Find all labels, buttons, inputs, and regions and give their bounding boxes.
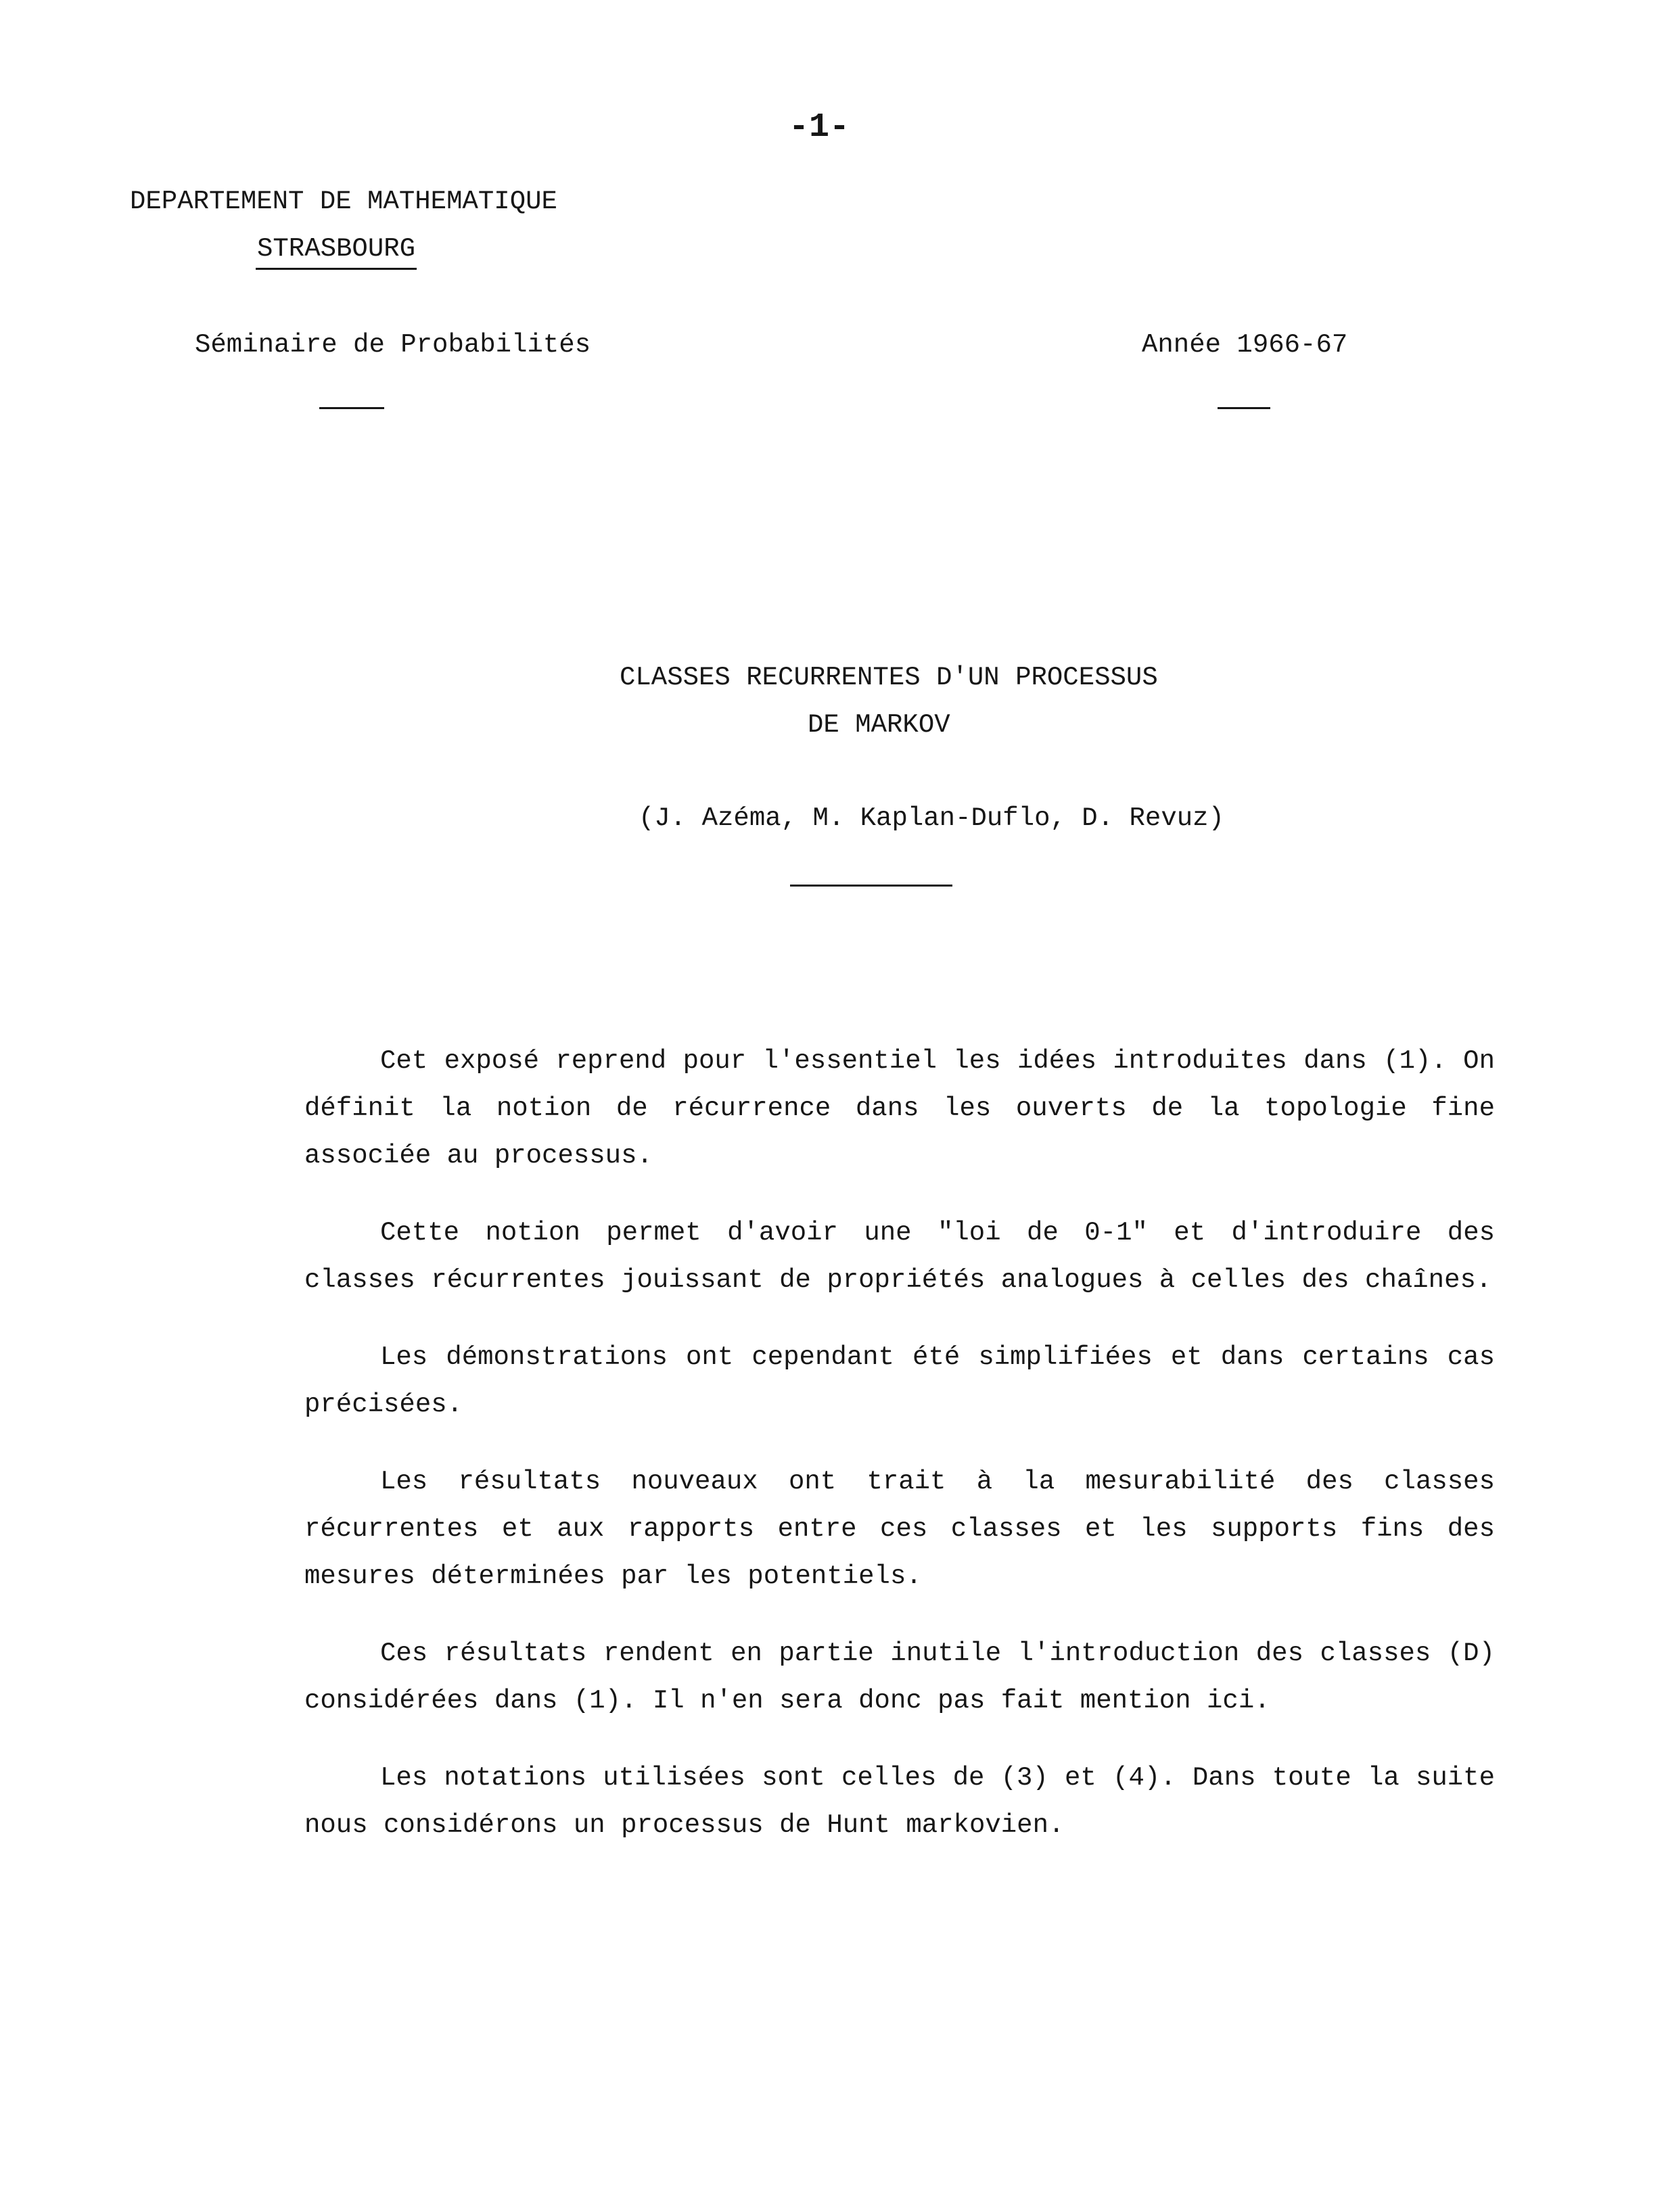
paragraph: Cette notion permet d'avoir une "loi de 0-1" et d'introduire des classes récurrentes jouissant de propriétés analogues à celles des chaînes. — [304, 1218, 1495, 1295]
year-divider — [1218, 407, 1270, 409]
authors-divider — [790, 885, 952, 887]
seminar-divider — [319, 407, 384, 409]
paragraph: Les démonstrations ont cependant été simplifiées et dans certains cas précisées. — [304, 1342, 1495, 1419]
body-text — [304, 1037, 1495, 1879]
document-title-line-1: CLASSES RECURRENTES D'UN PROCESSUS — [620, 663, 1158, 692]
document-title-line-2: DE MARKOV — [808, 710, 950, 740]
academic-year: Année 1966-67 — [1142, 330, 1348, 360]
seminar-name: Séminaire de Probabilités — [195, 330, 591, 360]
department-name: DEPARTEMENT DE MATHEMATIQUE — [130, 187, 557, 216]
city-name: STRASBOURG — [257, 234, 416, 264]
paragraph: Cet exposé reprend pour l'essentiel les idées introduites dans (1). On définit la notion de récurrence dans les ouverts de la topologie fine associée au processus. — [304, 1046, 1495, 1171]
page-number: -1- — [789, 108, 850, 147]
authors: (J. Azéma, M. Kaplan-Duflo, D. Revuz) — [639, 803, 1224, 833]
paragraph: Les notations utilisées sont celles de (3) et (4). Dans toute la suite nous considérons un processus de Hunt markovien. — [304, 1763, 1495, 1840]
city-underline — [256, 268, 417, 270]
paragraph: Les résultats nouveaux ont trait à la mesurabilité des classes récurrentes et aux rapports entre ces classes et les supports fins des mesures déterminées par les potentiels. — [304, 1467, 1495, 1591]
paragraph: Ces résultats rendent en partie inutile l'introduction des classes (D) considérées dans (1). Il n'en sera donc pas fait mention ici. — [304, 1639, 1495, 1716]
